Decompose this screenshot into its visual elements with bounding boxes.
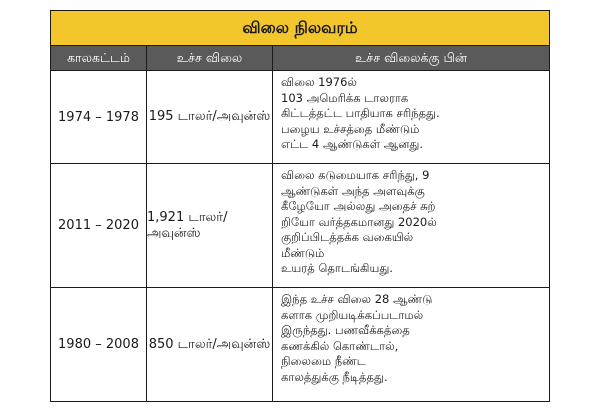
table-row: [51, 164, 549, 288]
header-period: காலகட்டம்: [51, 46, 147, 70]
peak-price-cell: 195 டாலர்/அவுன்ஸ்: [147, 71, 273, 163]
table-row: [51, 288, 549, 401]
peak-price-cell: 850 டாலர்/அவுன்ஸ்: [147, 288, 273, 401]
period-cell: 2011 – 2020: [51, 164, 147, 287]
period-cell: 1974 – 1978: [51, 71, 147, 163]
table-header-row: [51, 46, 549, 71]
header-peak-price: உச்ச விலை: [147, 46, 273, 70]
peak-price-cell: 1,921 டாலர்/அவுன்ஸ்: [147, 164, 273, 287]
after-peak-cell: இந்த உச்ச விலை 28 ஆண்டு களாக முறியடிக்கப்படாமல் இருந்தது. பணவீக்கத்தை கணக்கில் கொண்டால், நிலைமை நீண்ட காலத்துக்கு நீடித்தது.: [281, 292, 433, 384]
after-peak-cell: விலை கடுமையாக சரிந்து, 9 ஆண்டுகள் அந்த அளவுக்கு கீழேயோ அல்லது அதைச் சுற் றியோ வர்த்தகமானது 2020ல் குறிப்பிடத்தக்க வகையில் மீண்டும் உயரத் தொடங்கியது.: [281, 168, 437, 275]
table-title: விலை நிலவரம்: [51, 11, 549, 46]
header-after-peak: உச்ச விலைக்கு பின்: [354, 49, 468, 65]
price-status-table: [50, 10, 550, 402]
period-cell: 1980 – 2008: [51, 288, 147, 401]
table-row: [51, 71, 549, 164]
after-peak-cell: விலை 1976ல் 103 அமெரிக்க டாலராக கிட்டத்தட்ட பாதியாக சரிந்தது. பழைய உச்சத்தை மீண்டும் எட்ட 4 ஆண்டுகள் ஆனது.: [281, 75, 440, 151]
